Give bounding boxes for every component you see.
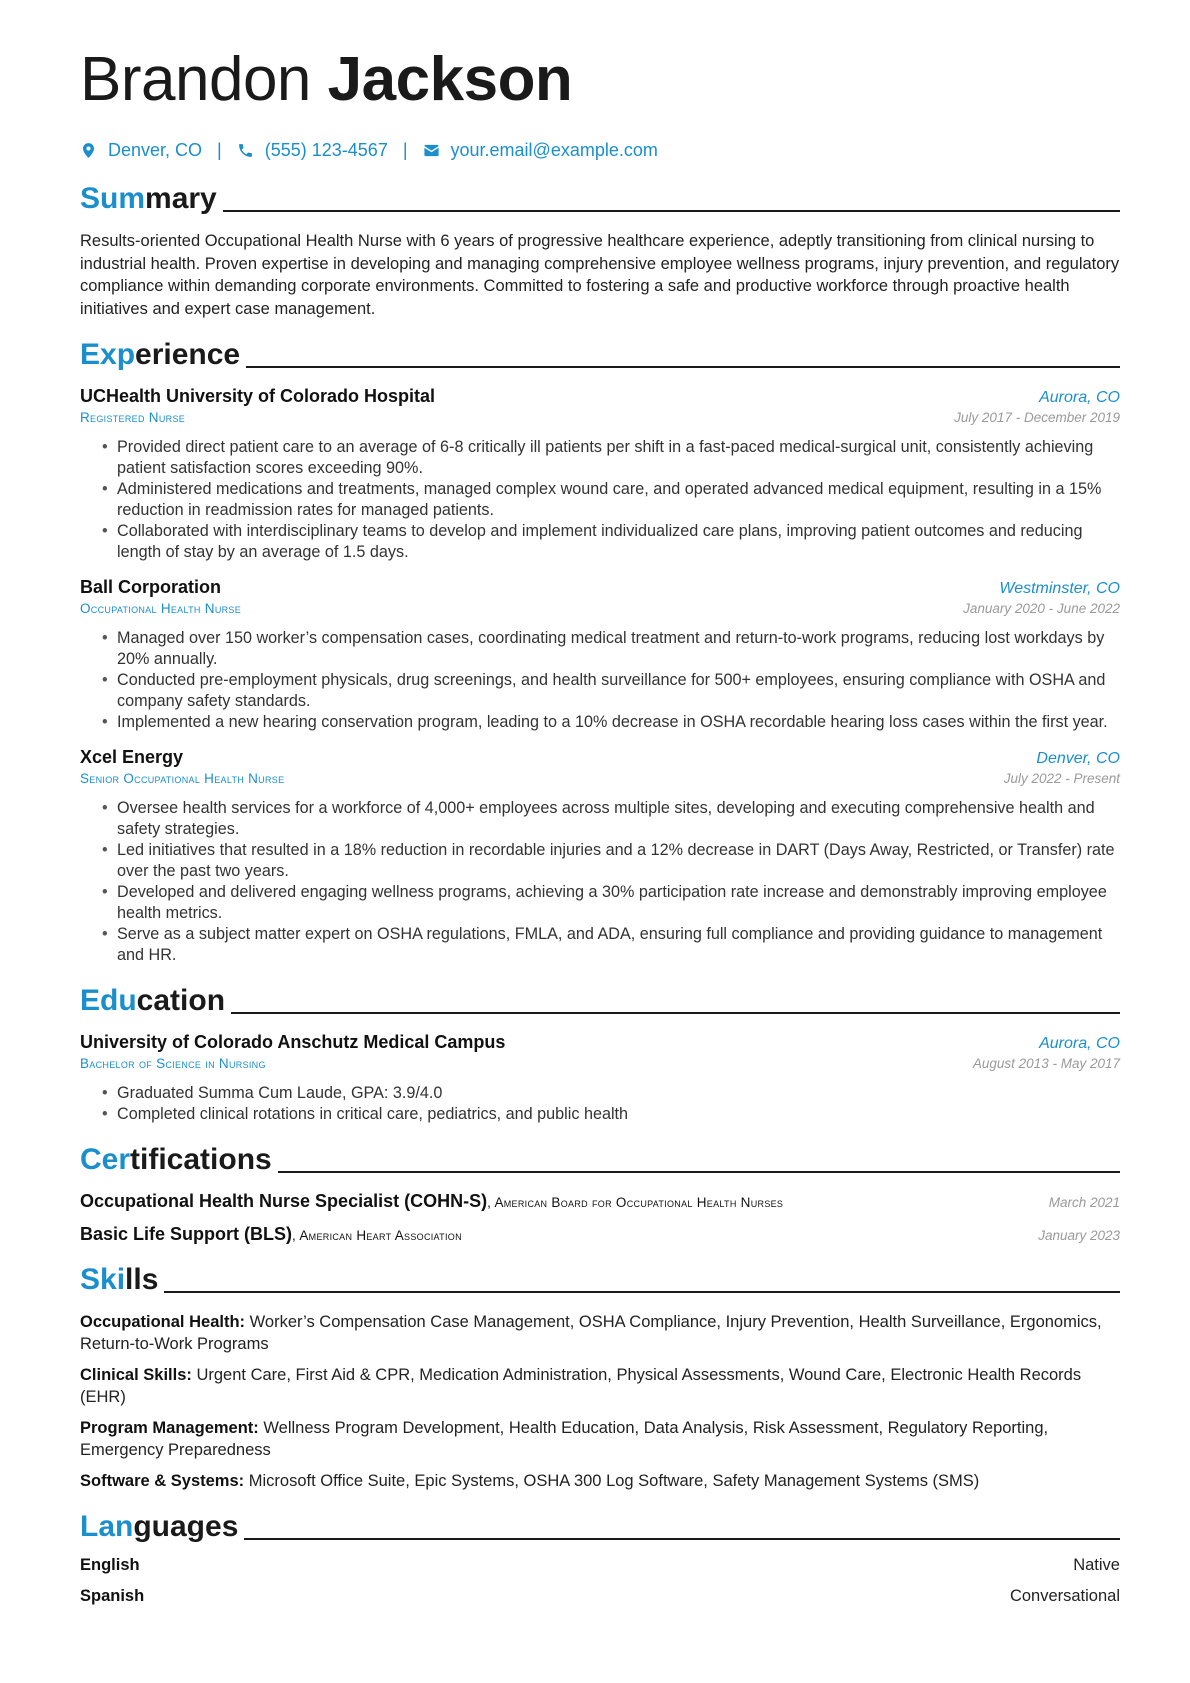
section-rule [244,1538,1120,1540]
envelope-icon [423,142,440,159]
section-rule [231,1012,1120,1014]
phone-text: (555) 123-4567 [264,139,388,160]
certification-date: January 2023 [1038,1228,1120,1243]
skill-values: Wellness Program Development, Health Education, Data Analysis, Risk Assessment, Regulatory Reporting, Emergency Preparedness [80,1419,1049,1459]
last-name: Jackson [327,45,573,114]
experience-entry [80,386,1120,563]
language-level: Native [1073,1556,1120,1574]
list-item: • Conducted pre-employment physicals, drug screenings, and health surveillance for 500+ employees, ensuring compliance with OSHA and company safety standards. [102,670,1120,712]
list-item: • Administered medications and treatments, managed complex wound care, and operated advanced medical equipment, resulting in a 15% reduction in readmission rates for managed patients. [102,479,1120,521]
list-item: • Serve as a subject matter expert on OSHA regulations, FMLA, and ADA, ensuring full compliance and providing guidance to management and HR. [102,924,1120,966]
job-title: Occupational Health Nurse [80,601,242,616]
bullet-list [80,628,1120,733]
skill-group [80,1364,1120,1408]
employer-name: Ball Corporation [80,577,222,597]
education-entry [80,1032,1120,1125]
email-text: your.email@example.com [450,139,658,160]
skill-group [80,1311,1120,1355]
section-title-certifications: Certifications [80,1139,1120,1177]
candidate-name [80,44,1120,116]
skill-values: Worker’s Compensation Case Management, OSHA Compliance, Injury Prevention, Health Surveillance, Ergonomics, Return-to-Work Programs [80,1313,1102,1353]
certifications-list [80,1191,1120,1245]
first-name: Brandon [80,45,311,114]
skills-list [80,1311,1120,1492]
certification-name: Occupational Health Nurse Specialist (COHN-S) [80,1191,488,1211]
school-location: Aurora, CO [1039,1035,1120,1052]
skill-category: Clinical Skills: [80,1366,192,1384]
skill-values: Microsoft Office Suite, Epic Systems, OSHA 300 Log Software, Safety Management Systems (SMS) [248,1472,980,1490]
location-text: Denver, CO [108,139,203,160]
list-item: • Implemented a new hearing conservation program, leading to a 10% decrease in OSHA recordable hearing loss cases within the first year. [102,712,1120,733]
languages-list [80,1556,1120,1606]
list-item: • Managed over 150 worker’s compensation cases, coordinating medical treatment and return-to-work programs, reducing lost workdays by 20% annually. [102,628,1120,670]
contact-phone[interactable] [237,140,388,161]
bullet-list [80,798,1120,966]
certification-issuer: American Board for Occupational Health Nurses [494,1195,784,1210]
list-item: • Provided direct patient care to an average of 6-8 critically ill patients per shift in a fast-paced medical-surgical unit, consistently achieving patient satisfaction scores exceeding 90%. [102,437,1120,479]
certification-date: March 2021 [1048,1195,1120,1210]
bullet-list [80,437,1120,563]
job-location: Aurora, CO [1039,389,1120,406]
degree: Bachelor of Science in Nursing [80,1056,266,1071]
section-rule [278,1171,1120,1173]
skill-values: Urgent Care, First Aid & CPR, Medication Administration, Physical Assessments, Wound Care, Electronic Health Records (EHR) [80,1366,1082,1406]
list-item: • Oversee health services for a workforce of 4,000+ employees across multiple sites, developing and executing comprehensive health and safety strategies. [102,798,1120,840]
skill-category: Occupational Health: [80,1313,246,1331]
language-item [80,1587,1120,1606]
list-item: • Collaborated with interdisciplinary teams to develop and implement individualized care plans, improving patient outcomes and reducing length of stay by an average of 1.5 days. [102,521,1120,563]
section-title-summary: Summary [80,178,1120,216]
section-rule [246,366,1120,368]
job-title: Registered Nurse [80,410,186,425]
education-dates: August 2013 - May 2017 [972,1056,1120,1071]
section-rule [223,210,1120,212]
experience-entry [80,747,1120,966]
summary-text: Results-oriented Occupational Health Nurse with 6 years of progressive healthcare experience, adeptly transitioning from clinical nursing to industrial health. Proven expertise in developing and managing comprehensive employee wellness programs, injury prevention, and regulatory compliance within demanding corporate environments. Committed to fostering a safe and productive workforce through proactive health initiatives and expert case management. [80,232,1120,318]
school-name: University of Colorado Anschutz Medical Campus [80,1032,506,1052]
employer-name: Xcel Energy [80,747,184,767]
skill-category: Software & Systems: [80,1472,245,1490]
map-pin-icon [80,142,97,159]
section-title-skills: Skills [80,1259,1120,1297]
skill-group [80,1417,1120,1461]
skill-group [80,1470,1120,1492]
job-dates: July 2017 - December 2019 [954,410,1120,425]
section-title-experience: Experience [80,334,1120,372]
contact-line [80,136,1120,164]
certification-name: Basic Life Support (BLS) [80,1224,293,1244]
certification-item: Basic Life Support (BLS), American Heart Association January 2023 [80,1224,1120,1244]
phone-icon [237,142,254,159]
contact-email[interactable] [423,140,658,161]
job-location: Westminster, CO [999,580,1120,597]
language-name: Spanish [80,1587,145,1605]
section-title-education: Education [80,980,1120,1018]
job-dates: January 2020 - June 2022 [963,601,1120,616]
language-name: English [80,1556,140,1574]
language-level: Conversational [1009,1587,1120,1605]
certification-issuer: American Heart Association [299,1228,462,1243]
experience-entry [80,577,1120,733]
list-item: • Graduated Summa Cum Laude, GPA: 3.9/4.0 [102,1083,1120,1104]
skill-category: Program Management: [80,1419,259,1437]
contact-separator: | [217,139,222,160]
bullet-list [80,1083,1120,1125]
contact-location [80,140,202,161]
certification-item: Occupational Health Nurse Specialist (COHN-S), American Board for Occupational Health Nurses March 2021 [80,1191,1120,1211]
list-item: • Completed clinical rotations in critical care, pediatrics, and public health [102,1104,1120,1125]
job-dates: July 2022 - Present [1003,771,1120,786]
section-rule [164,1291,1120,1293]
job-location: Denver, CO [1036,750,1120,767]
list-item: • Developed and delivered engaging wellness programs, achieving a 30% participation rate increase and demonstrably improving employee health metrics. [102,882,1120,924]
list-item: • Led initiatives that resulted in a 18% reduction in recordable injuries and a 12% decrease in DART (Days Away, Restricted, or Transfer) rate over the past two years. [102,840,1120,882]
section-title-languages: Languages [80,1506,1120,1544]
contact-separator: | [402,139,408,160]
job-title: Senior Occupational Health Nurse [80,771,285,786]
employer-name: UCHealth University of Colorado Hospital [80,386,436,406]
language-item [80,1556,1120,1575]
